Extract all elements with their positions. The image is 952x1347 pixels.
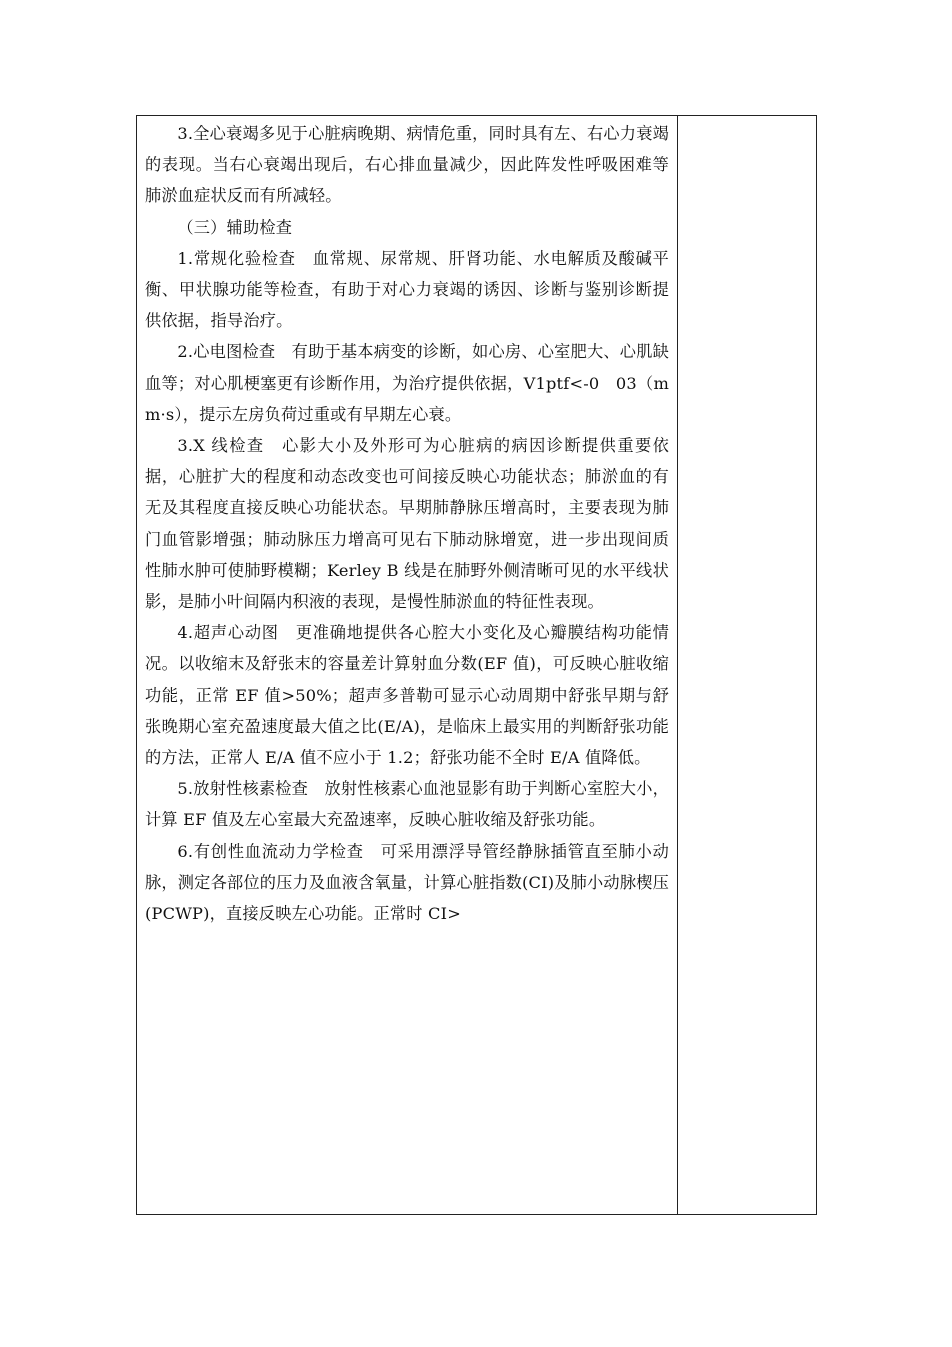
paragraph-xray: 3.X 线检查 心影大小及外形可为心脏病的病因诊断提供重要依据，心脏扩大的程度和动态改变也可间接反映心功能状态；肺淤血的有无及其程度直接反映心功能状态。早期肺静脉压增高时，主要表现为肺门血管影增强；肺动脉压力增高可见右下肺动脉增宽，进一步出现间质性肺水肿可使肺野模糊；Kerley B 线是在肺野外侧清晰可见的水平线状影，是肺小叶间隔内积液的表现，是慢性肺淤血的特征性表现。	[145, 436, 669, 612]
paragraph-echocardiography: 4.超声心动图 更准确地提供各心腔大小变化及心瓣膜结构功能情况。以收缩末及舒张末的容量差计算射血分数(EF 值)，可反映心脏收缩功能，正常 EF 值>50%；超声多普勒可显示心动周期中舒张早期与舒张晚期心室充盈速度最大值之比(E/A)，是临床上最实用的判断舒张功能的方法，正常人 E/A 值不应小于 1.2；舒张功能不全时 E/A 值降低。	[145, 623, 669, 768]
paragraph-full-heart-failure: 3.全心衰竭多见于心脏病晚期、病情危重，同时具有左、右心力衰竭的表现。当右心衰竭出现后，右心排血量减少，因此阵发性呼吸困难等肺淤血症状反而有所减轻。	[145, 124, 669, 206]
section-heading-auxiliary-exams: （三）辅助检查	[177, 217, 293, 237]
paragraph-invasive-hemodynamics: 6.有创性血流动力学检查 可采用漂浮导管经静脉插管直至肺小动脉，测定各部位的压力及血液含氧量，计算心脏指数(CI)及肺小动脉楔压(PCWP)，直接反映左心功能。正常时 CI>	[145, 841, 669, 924]
content-table	[136, 115, 817, 1215]
paragraph-ecg: 2.心电图检查 有助于基本病变的诊断，如心房、心室肥大、心肌缺血等；对心肌梗塞更有诊断作用，为治疗提供依据，V1ptf<-0 03（mm·s），提示左房负荷过重或有早期左心衰。	[145, 342, 669, 424]
paragraph-routine-lab-tests: 1.常规化验检查 血常规、尿常规、肝肾功能、水电解质及酸碱平衡、甲状腺功能等检查，有助于对心力衰竭的诱因、诊断与鉴别诊断提供依据，指导治疗。	[145, 248, 669, 331]
main-text-cell	[145, 118, 669, 929]
paragraph-radionuclide: 5.放射性核素检查 放射性核素心血池显影有助于判断心室腔大小，计算 EF 值及左心室最大充盈速率，反映心脏收缩及舒张功能。	[145, 779, 669, 830]
notes-cell	[678, 116, 816, 1214]
